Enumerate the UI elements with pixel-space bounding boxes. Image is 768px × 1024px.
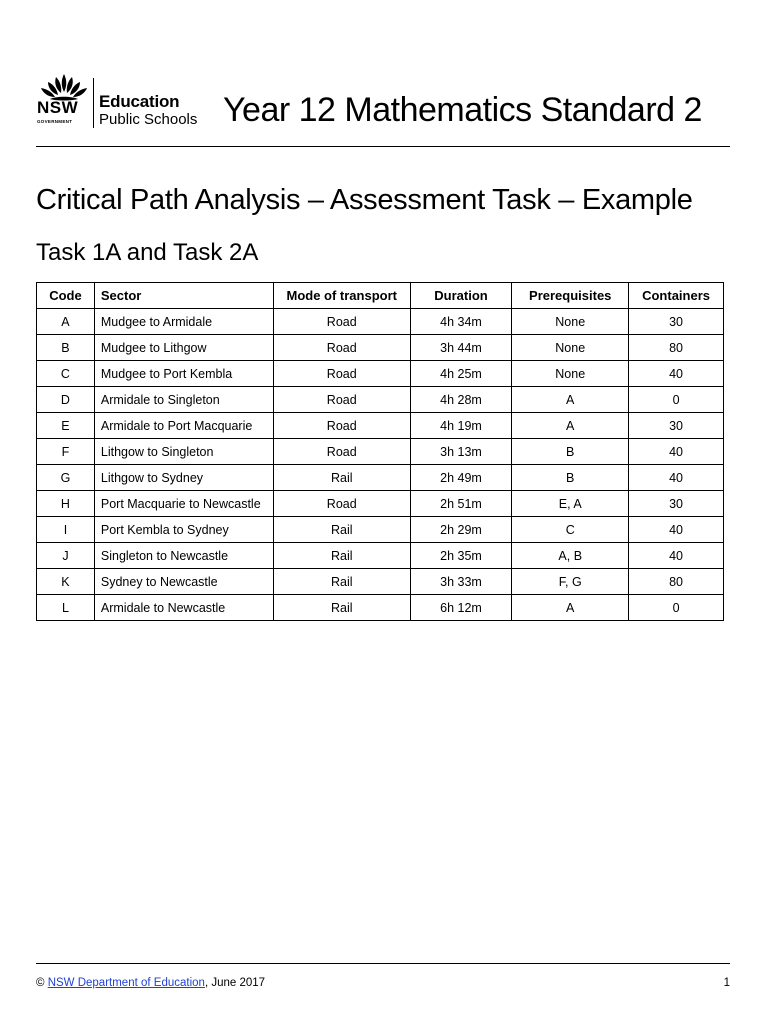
cell-sector: Mudgee to Port Kembla [94, 361, 273, 387]
footer-copyright [36, 976, 265, 990]
cell-sector: Singleton to Newcastle [94, 543, 273, 569]
copyright-symbol: © [36, 977, 45, 989]
document-header [36, 70, 730, 132]
cell-mode: Road [273, 335, 410, 361]
transport-sectors-table [36, 282, 724, 621]
cell-containers: 30 [629, 309, 724, 335]
cell-sector: Armidale to Port Macquarie [94, 413, 273, 439]
cell-mode: Road [273, 413, 410, 439]
cell-containers: 40 [629, 361, 724, 387]
cell-sector: Port Kembla to Sydney [94, 517, 273, 543]
cell-sector: Mudgee to Armidale [94, 309, 273, 335]
cell-prerequisites: A [512, 595, 629, 621]
cell-code: B [37, 335, 95, 361]
table-row [37, 413, 724, 439]
cell-containers: 40 [629, 543, 724, 569]
cell-containers: 80 [629, 569, 724, 595]
cell-prerequisites: B [512, 439, 629, 465]
column-header-containers: Containers [629, 283, 724, 309]
cell-prerequisites: E, A [512, 491, 629, 517]
footer-divider [36, 963, 730, 964]
cell-mode: Road [273, 361, 410, 387]
cell-prerequisites: F, G [512, 569, 629, 595]
cell-duration: 2h 49m [410, 465, 512, 491]
cell-containers: 40 [629, 517, 724, 543]
cell-code: A [37, 309, 95, 335]
column-header-duration: Duration [410, 283, 512, 309]
cell-prerequisites: A [512, 387, 629, 413]
nsw-wordmark: NSW [37, 98, 79, 117]
cell-code: G [37, 465, 95, 491]
cell-mode: Rail [273, 569, 410, 595]
cell-duration: 4h 19m [410, 413, 512, 439]
cell-duration: 3h 33m [410, 569, 512, 595]
table-row [37, 335, 724, 361]
cell-duration: 4h 34m [410, 309, 512, 335]
cell-code: I [37, 517, 95, 543]
cell-duration: 6h 12m [410, 595, 512, 621]
cell-prerequisites: B [512, 465, 629, 491]
table-row [37, 439, 724, 465]
cell-code: D [37, 387, 95, 413]
cell-code: J [37, 543, 95, 569]
cell-code: C [37, 361, 95, 387]
cell-containers: 40 [629, 465, 724, 491]
cell-sector: Mudgee to Lithgow [94, 335, 273, 361]
cell-prerequisites: A, B [512, 543, 629, 569]
cell-prerequisites: None [512, 309, 629, 335]
table-row [37, 491, 724, 517]
table-body [37, 309, 724, 621]
cell-sector: Armidale to Singleton [94, 387, 273, 413]
table-header-row [37, 283, 724, 309]
cell-mode: Road [273, 439, 410, 465]
column-header-sector: Sector [94, 283, 273, 309]
cell-prerequisites: C [512, 517, 629, 543]
table-row [37, 309, 724, 335]
cell-prerequisites: A [512, 413, 629, 439]
cell-code: H [37, 491, 95, 517]
cell-containers: 0 [629, 595, 724, 621]
column-header-prerequisites: Prerequisites [512, 283, 629, 309]
cell-containers: 0 [629, 387, 724, 413]
page-number: 1 [723, 977, 730, 989]
nsw-education-logo [36, 72, 216, 128]
logo-divider [93, 78, 94, 128]
table-row [37, 543, 724, 569]
cell-duration: 2h 35m [410, 543, 512, 569]
cell-code: F [37, 439, 95, 465]
public-schools-wordmark: Public Schools [99, 111, 198, 128]
table-row [37, 387, 724, 413]
cell-code: E [37, 413, 95, 439]
table-row [37, 465, 724, 491]
cell-mode: Rail [273, 465, 410, 491]
table-row [37, 595, 724, 621]
cell-sector: Sydney to Newcastle [94, 569, 273, 595]
cell-mode: Rail [273, 517, 410, 543]
cell-duration: 3h 44m [410, 335, 512, 361]
cell-code: K [37, 569, 95, 595]
cell-containers: 40 [629, 439, 724, 465]
cell-prerequisites: None [512, 335, 629, 361]
government-wordmark: GOVERNMENT [37, 119, 73, 124]
cell-mode: Rail [273, 543, 410, 569]
cell-sector: Lithgow to Sydney [94, 465, 273, 491]
education-wordmark: Education [99, 92, 180, 111]
cell-code: L [37, 595, 95, 621]
task-subheading: Task 1A and Task 2A [36, 239, 259, 266]
table-row [37, 361, 724, 387]
nsw-department-link[interactable]: NSW Department of Education [47, 977, 205, 989]
footer-date: , June 2017 [204, 977, 266, 989]
cell-prerequisites: None [512, 361, 629, 387]
cell-mode: Road [273, 387, 410, 413]
cell-duration: 4h 28m [410, 387, 512, 413]
cell-containers: 80 [629, 335, 724, 361]
cell-sector: Armidale to Newcastle [94, 595, 273, 621]
table-row [37, 569, 724, 595]
page-heading: Critical Path Analysis – Assessment Task – Example [36, 184, 693, 216]
cell-sector: Lithgow to Singleton [94, 439, 273, 465]
cell-mode: Rail [273, 595, 410, 621]
cell-duration: 2h 29m [410, 517, 512, 543]
cell-duration: 2h 51m [410, 491, 512, 517]
column-header-code: Code [37, 283, 95, 309]
cell-containers: 30 [629, 413, 724, 439]
table-row [37, 517, 724, 543]
cell-sector: Port Macquarie to Newcastle [94, 491, 273, 517]
document-title: Year 12 Mathematics Standard 2 [223, 91, 702, 129]
header-divider [36, 146, 730, 147]
cell-mode: Road [273, 309, 410, 335]
column-header-mode: Mode of transport [273, 283, 410, 309]
cell-mode: Road [273, 491, 410, 517]
cell-duration: 4h 25m [410, 361, 512, 387]
cell-duration: 3h 13m [410, 439, 512, 465]
cell-containers: 30 [629, 491, 724, 517]
